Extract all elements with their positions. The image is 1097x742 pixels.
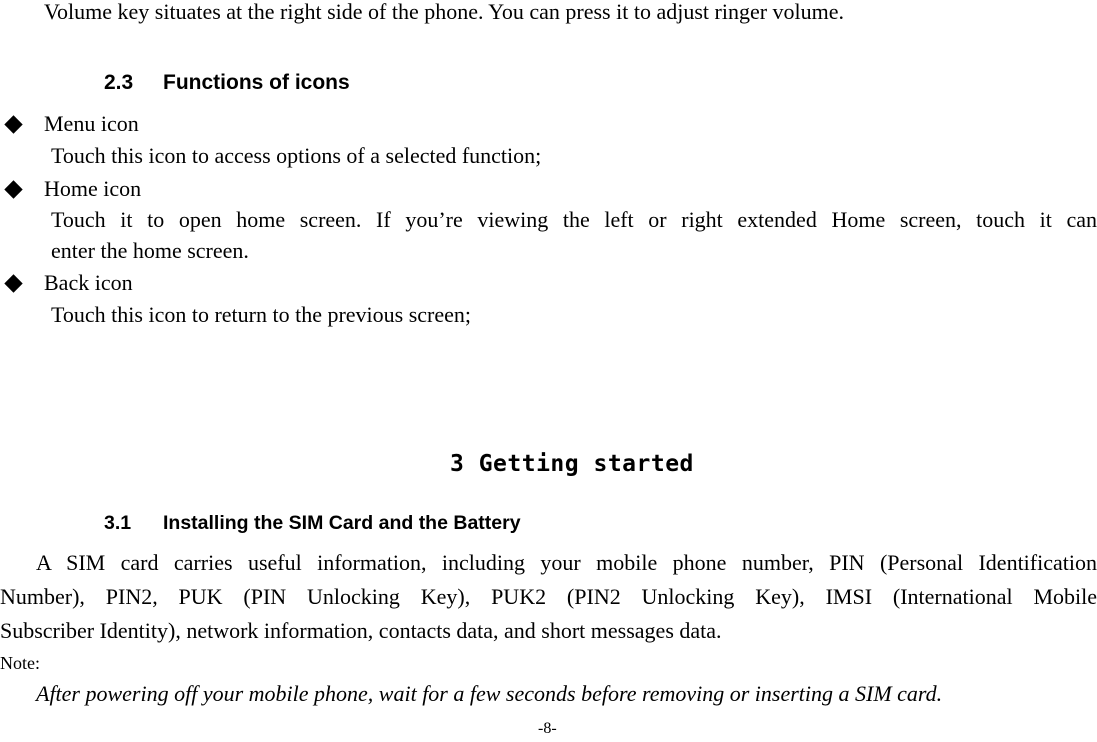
bullet-label-back-icon: Back icon — [44, 270, 133, 295]
bullet-description: Touch this icon to return to the previous screen; — [51, 302, 472, 327]
page-number: -8- — [538, 720, 557, 737]
intro-paragraph: Volume key situates at the right side of the phone. You can press it to adjust ringer volume. — [44, 0, 845, 24]
bullet-description: Touch it to open home screen. If you’re viewing the left or right extended Home screen, touch it can — [51, 207, 1097, 232]
bullet-label-home-icon: Home icon — [44, 176, 142, 201]
bullet-diamond-icon — [4, 274, 22, 292]
section-heading: Installing the SIM Card and the Battery — [163, 512, 521, 534]
bullet-description: enter the home screen. — [51, 238, 249, 263]
body-paragraph-line: A SIM card carries useful information, including your mobile phone number, PIN (Personal Identification — [36, 550, 1097, 575]
chapter-heading: 3 Getting started — [450, 451, 694, 477]
note-text: After powering off your mobile phone, wait for a few seconds before removing or inserting a SIM card. — [36, 681, 943, 706]
section-heading: Functions of icons — [163, 71, 350, 94]
bullet-diamond-icon — [4, 180, 22, 198]
section-number: 3.1 — [104, 512, 132, 534]
bullet-description: Touch this icon to access options of a selected function; — [51, 143, 542, 168]
bullet-label-menu-icon: Menu icon — [44, 111, 139, 136]
body-paragraph-line: Number), PIN2, PUK (PIN Unlocking Key), PUK2 (PIN2 Unlocking Key), IMSI (International Mobile — [0, 584, 1097, 609]
body-paragraph-line: Subscriber Identity), network information, contacts data, and short messages data. — [0, 618, 722, 643]
bullet-diamond-icon — [4, 115, 22, 133]
section-number: 2.3 — [104, 71, 134, 94]
note-label: Note: — [0, 653, 40, 673]
